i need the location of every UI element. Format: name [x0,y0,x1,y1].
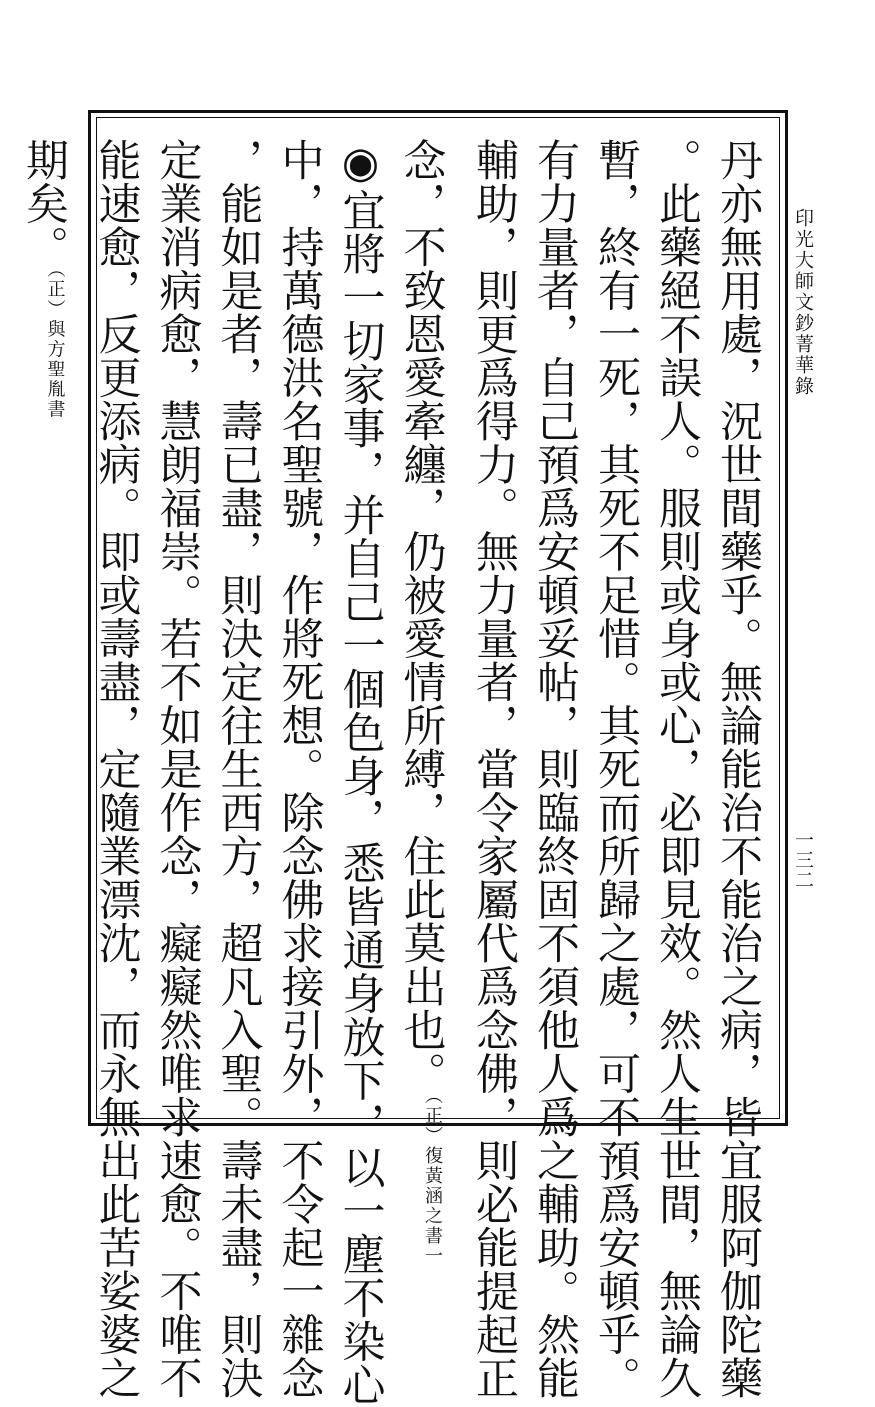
running-title: 印光大師文鈔菁華錄 [792,208,814,397]
text-column: 有力量者，自己預爲安頓妥帖，則臨終固不須他人爲之輔助。然能 [530,138,580,1400]
text-column: 輔助，則更爲得力。無力量者，當令家屬代爲念佛，則必能提起正 [469,138,519,1400]
text-column: ◉宜將一切家事，并自己一個色身，悉皆通身放下，以一塵不染心 [335,138,386,1407]
source-citation: （正）復黃涵之書一 [422,1095,443,1266]
body-text [19,138,768,1407]
text-column: 暫，終有一死，其死不足惜。其死而所歸之處，可不預爲安頓乎。 [591,138,641,1400]
text-column: 念，不致恩愛牽纏，仍被愛情所縛，住此莫出也。 [396,138,447,1095]
text-column: 能速愈，反更添病。即或壽盡，定隨業漂沈，而永無出此苦娑婆之 [91,138,142,1400]
text-column: ，能如是者，壽已盡，則決定往生西方，超凡入聖。壽未盡，則決 [213,138,264,1400]
text-column: 中，持萬德洪名聖號，作將死想。除念佛求接引外，不令起一雜念 [274,138,325,1400]
text-column: 定業消病愈，慧朗福崇。若不如是作念，癡癡然唯求速愈。不唯不 [152,138,203,1400]
source-citation: （正）與方聖胤書 [44,268,66,420]
text-column: 丹亦無用處，況世間藥乎。無論能治不能治之病，皆宜服阿伽陀藥 [713,138,763,1400]
text-column: 。此藥絕不誤人。服則或身或心，必即見效。然人生世間，無論久 [652,138,702,1400]
page-number: 一三二 [792,830,814,890]
text-column: 期矣。 [19,138,69,269]
